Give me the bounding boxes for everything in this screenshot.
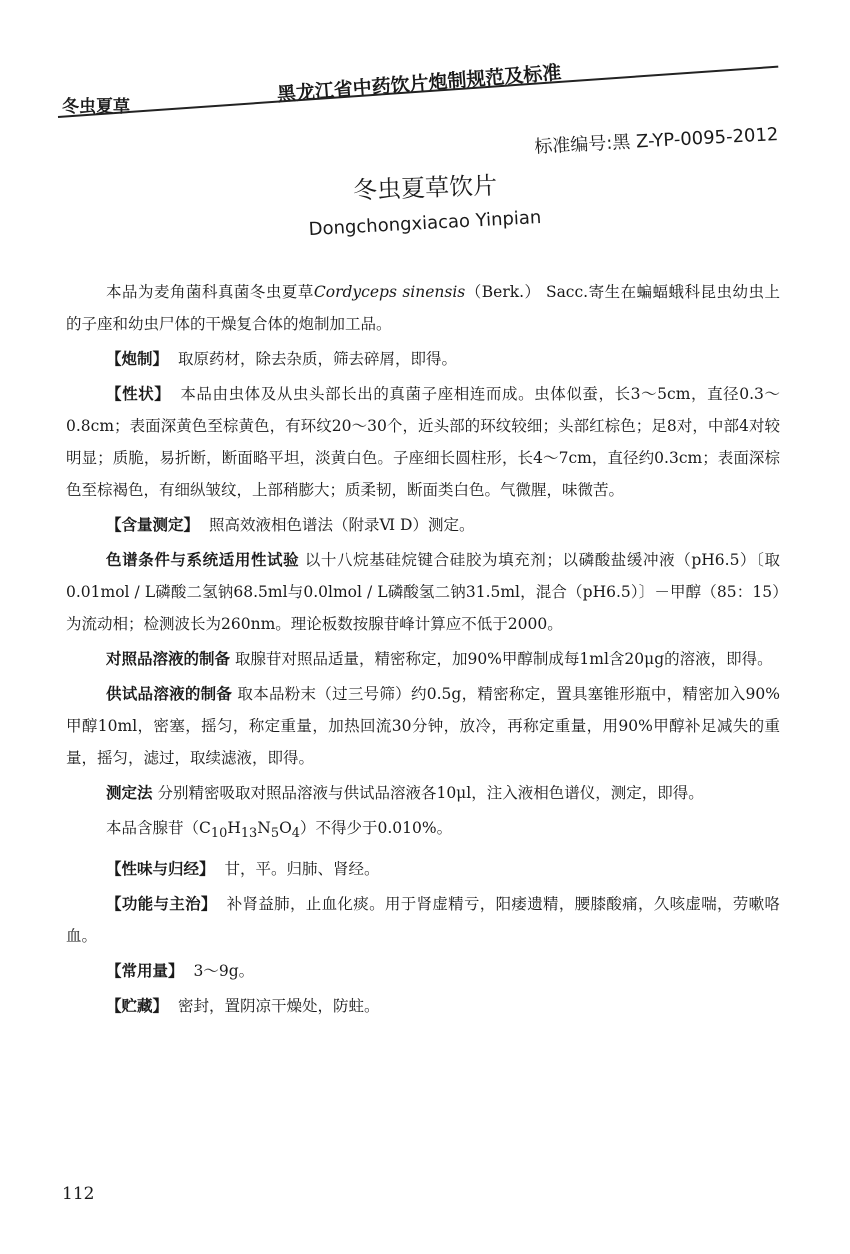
section-hanliang: 【含量测定】 照高效液相色谱法（附录Ⅵ D）测定。 [106, 516, 475, 534]
section-xingwei: 【性味与归经】 甘，平。归肺、肾经。 [106, 860, 380, 879]
section-duizhao: 对照品溶液的制备 取腺苷对照品适量，精密称定，加90%甲醇制成每1ml含20μg的溶液，即得。 [106, 650, 773, 668]
page-number: 112 [62, 1184, 95, 1204]
standard-number: 标准编号:黑 Z-YP-0095-2012 [533, 124, 779, 158]
document-subtitle-pinyin: Dongchongxiacao Yinpian [308, 206, 542, 241]
section-yongliang: 【常用量】 3～9g。 [106, 962, 255, 981]
section-cedingfa: 测定法 分别精密吸取对照品溶液与供试品溶液各10μl，注入液相色谱仪，测定，即得。 [106, 784, 704, 802]
running-header-book-title: 黑龙江省中药饮片炮制规范及标准 [276, 61, 563, 107]
section-xingzhuang: 【性状】 本品由虫体及从虫头部长出的真菌子座相连而成。虫体似蚕，长3～5cm，直径0.3～0.8cm；表面深黄色至棕黄色，有环纹20～30个，近头部的环纹较细；头部红棕色；足8对，中部4对较明显；质脆，易折断，断面略平坦，淡黄白色。子座细长圆柱形，长4～7cm，直径约0.3cm；表面深棕色至棕褐色，有细纵皱纹，上部稍膨大；质柔韧，断面类白色。气微腥，味微苦。 [66, 385, 780, 499]
section-sepu: 色谱条件与系统适用性试验 以十八烷基硅烷键合硅胶为填充剂；以磷酸盐缓冲液（pH6.5）〔取0.01mol / L磷酸二氢钠68.5ml与0.0lmol / L磷酸氢二钠31.5ml，混合（pH6.5）〕－甲醇（85：15）为流动相；检测波长为260nm。理论板数按腺苷峰计算应不低于2000。 [66, 551, 780, 633]
section-zhucang: 【贮藏】 密封，置阴凉干燥处，防蛀。 [106, 997, 380, 1016]
intro-paragraph: 本品为麦角菌科真菌冬虫夏草Cordyceps sinensis（Berk.） Sacc.寄生在蝙蝠蛾科昆虫幼虫上的子座和幼虫尸体的干燥复合体的炮制加工品。 [66, 283, 780, 333]
document-title: 冬虫夏草饮片 [352, 171, 498, 205]
section-gongshi: 供试品溶液的制备 取本品粉末（过三号筛）约0.5g，精密称定，置具塞锥形瓶中，精密加入90%甲醇10ml，密塞，摇匀，称定重量，加热回流30分钟，放冷，再称定重量，用90%甲醇补足减失的重量，摇匀，滤过，取续滤液，即得。 [66, 685, 780, 767]
running-header-section: 冬虫夏草 [62, 97, 130, 117]
content-limit: 本品含腺苷$(C_{10}H_{13}N_5O_4)$不得少于0.010%。 [106, 819, 453, 842]
section-gongneng: 【功能与主治】 补肾益肺，止血化痰。用于肾虚精亏，阳痿遗精，腰膝酸痛，久咳虚喘，劳嗽咯血。 [66, 895, 780, 946]
section-paozhi: 【炮制】 取原药材，除去杂质，筛去碎屑，即得。 [106, 350, 458, 368]
latin-name: Cordyceps sinensis [313, 283, 466, 301]
document-body [66, 276, 780, 1025]
